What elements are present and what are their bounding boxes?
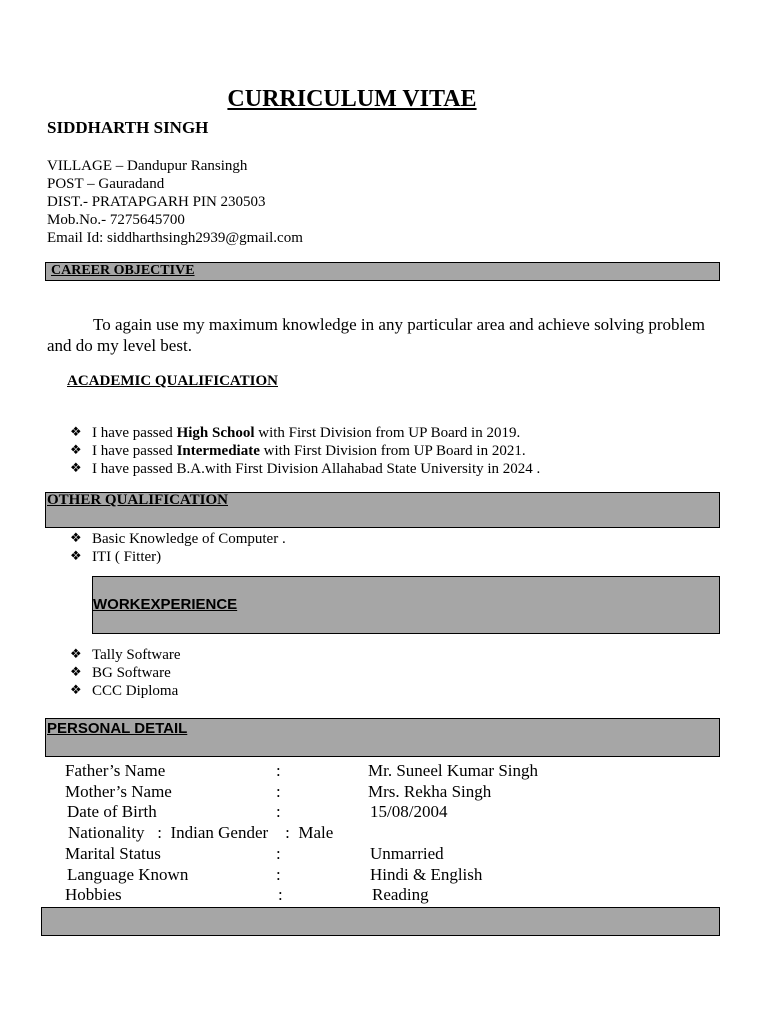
address-post: POST – Gauradand: [47, 176, 165, 192]
date-of-birth-value: 15/08/2004: [370, 802, 448, 821]
email-id: Email Id: siddharthsingh2939@gmail.com: [47, 230, 303, 246]
hobbies-value: Reading: [372, 885, 429, 904]
colon: :: [276, 844, 281, 863]
colon: :: [278, 885, 283, 904]
colon: :: [276, 802, 281, 821]
address-village: VILLAGE – Dandupur Ransingh: [47, 158, 248, 174]
bullet-icon: ❖: [70, 549, 82, 564]
career-objective-heading: CAREER OBJECTIVE: [51, 263, 195, 278]
bullet-icon: ❖: [70, 531, 82, 546]
mothers-name-value: Mrs. Rekha Singh: [368, 782, 492, 801]
academic-qualification-heading: ACADEMIC QUALIFICATION: [67, 373, 278, 389]
work-experience-heading: WORKEXPERIENCE: [93, 596, 238, 613]
nationality-gender-line: Nationality : Indian Gender : Male: [68, 823, 334, 842]
candidate-name: SIDDHARTH SINGH: [47, 118, 209, 137]
bullet-icon: ❖: [70, 425, 82, 440]
bullet-icon: ❖: [70, 443, 82, 458]
career-objective-text: To again use my maximum knowledge in any particular area and achieve solving problem and do my level best.: [47, 315, 706, 355]
colon: :: [276, 782, 281, 801]
fathers-name-label: Father’s Name: [65, 761, 166, 780]
date-of-birth-label: Date of Birth: [67, 802, 157, 821]
mobile-number: Mob.No.- 7275645700: [47, 212, 185, 228]
footer-bar: [41, 907, 720, 936]
fathers-name-value: Mr. Suneel Kumar Singh: [368, 761, 538, 780]
bullet-icon: ❖: [70, 461, 82, 476]
bullet-icon: ❖: [70, 665, 82, 680]
address-district: DIST.- PRATAPGARH PIN 230503: [47, 194, 266, 210]
marital-status-value: Unmarried: [370, 844, 444, 863]
colon: :: [276, 761, 281, 780]
personal-detail-heading: PERSONAL DETAIL: [47, 720, 188, 737]
language-known-label: Language Known: [67, 865, 189, 884]
language-known-value: Hindi & English: [370, 865, 483, 884]
bullet-icon: ❖: [70, 647, 82, 662]
marital-status-label: Marital Status: [65, 844, 161, 863]
document-title: CURRICULUM VITAE: [227, 86, 477, 112]
bullet-icon: ❖: [70, 683, 82, 698]
other-qualification-heading: OTHER QUALIFICATION: [47, 492, 228, 508]
hobbies-label: Hobbies: [65, 885, 122, 904]
mothers-name-label: Mother’s Name: [65, 782, 172, 801]
colon: :: [276, 865, 281, 884]
